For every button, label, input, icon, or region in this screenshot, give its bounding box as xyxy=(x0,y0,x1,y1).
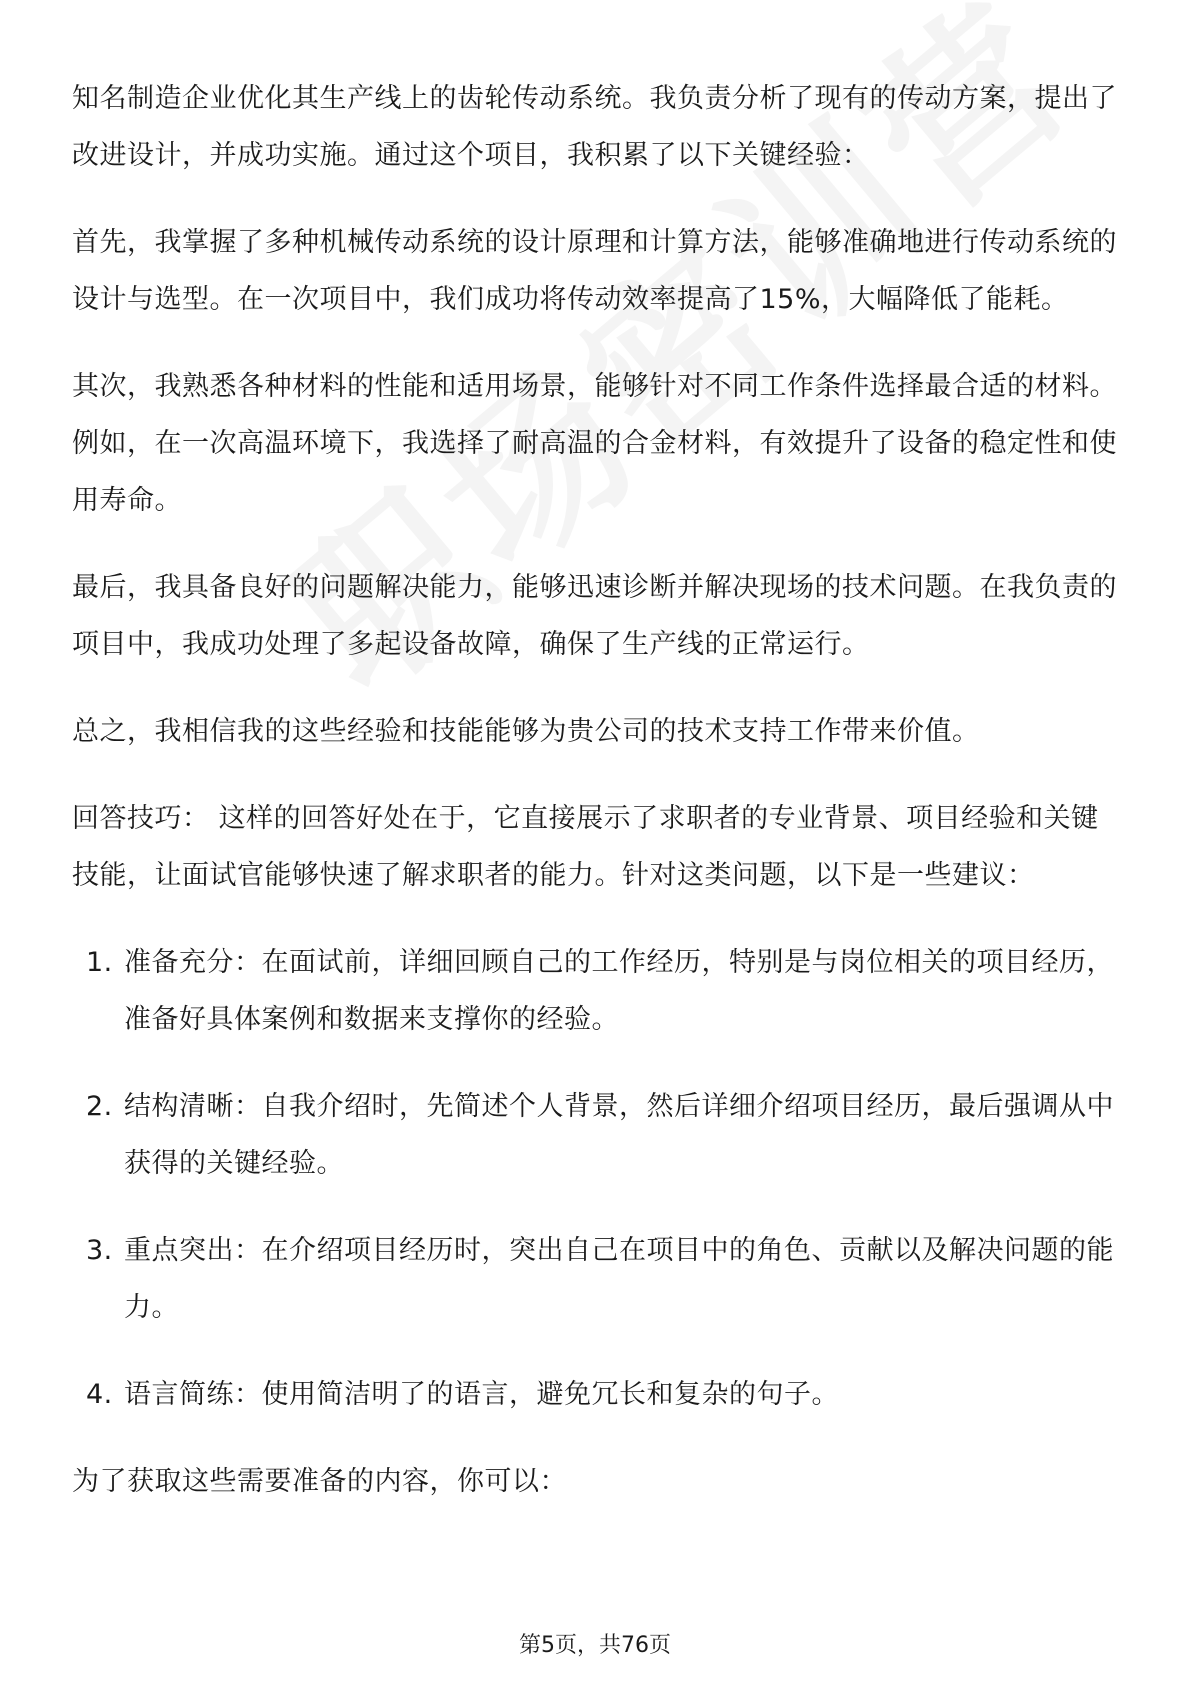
paragraph-summary: 总之，我相信我的这些经验和技能能够为贵公司的技术支持工作带来价值。 xyxy=(72,716,980,747)
list-item-number: 2. xyxy=(86,1091,113,1122)
paragraph-first: 首先，我掌握了多种机械传动系统的设计原理和计算方法，能够准确地进行传动系统的设计与选型。在一次项目中，我们成功将传动效率提高了15%，大幅降低了能耗。 xyxy=(72,227,1117,315)
paragraph-last: 最后，我具备良好的问题解决能力，能够迅速诊断并解决现场的技术问题。在我负责的项目中，我成功处理了多起设备故障，确保了生产线的正常运行。 xyxy=(72,572,1117,660)
list-item-text: 准备充分：在面试前，详细回顾自己的工作经历，特别是与岗位相关的项目经历，准备好具体案例和数据来支撑你的经验。 xyxy=(124,947,1114,1035)
paragraph-second: 其次，我熟悉各种材料的性能和适用场景，能够针对不同工作条件选择最合适的材料。例如，在一次高温环境下，我选择了耐高温的合金材料，有效提升了设备的稳定性和使用寿命。 xyxy=(72,371,1117,516)
list-item-text: 重点突出：在介绍项目经历时，突出自己在项目中的角色、贡献以及解决问题的能力。 xyxy=(124,1235,1114,1323)
list-item-text: 结构清晰：自我介绍时，先简述个人背景，然后详细介绍项目经历，最后强调从中获得的关键经验。 xyxy=(124,1091,1114,1179)
list-item xyxy=(72,1222,1122,1336)
paragraph-closing: 为了获取这些需要准备的内容，你可以： xyxy=(72,1466,567,1497)
list-item-number: 1. xyxy=(86,947,113,978)
tips-list xyxy=(72,934,1122,1423)
paragraph-tips-intro: 回答技巧： 这样的回答好处在于，它直接展示了求职者的专业背景、项目经验和关键技能，让面试官能够快速了解求职者的能力。针对这类问题，以下是一些建议： xyxy=(72,803,1099,891)
list-item xyxy=(72,934,1122,1048)
paragraph-intro: 知名制造企业优化其生产线上的齿轮传动系统。我负责分析了现有的传动方案，提出了改进设计，并成功实施。通过这个项目，我积累了以下关键经验： xyxy=(72,83,1117,171)
list-item-number: 4. xyxy=(86,1379,113,1410)
list-item-number: 3. xyxy=(86,1235,113,1266)
page-number-footer: 第5页，共76页 xyxy=(519,1633,671,1658)
list-item xyxy=(72,1366,1122,1423)
document-body xyxy=(72,70,1122,1540)
list-item xyxy=(72,1078,1122,1192)
list-item-text: 语言简练：使用简洁明了的语言，避免冗长和复杂的句子。 xyxy=(124,1379,839,1410)
